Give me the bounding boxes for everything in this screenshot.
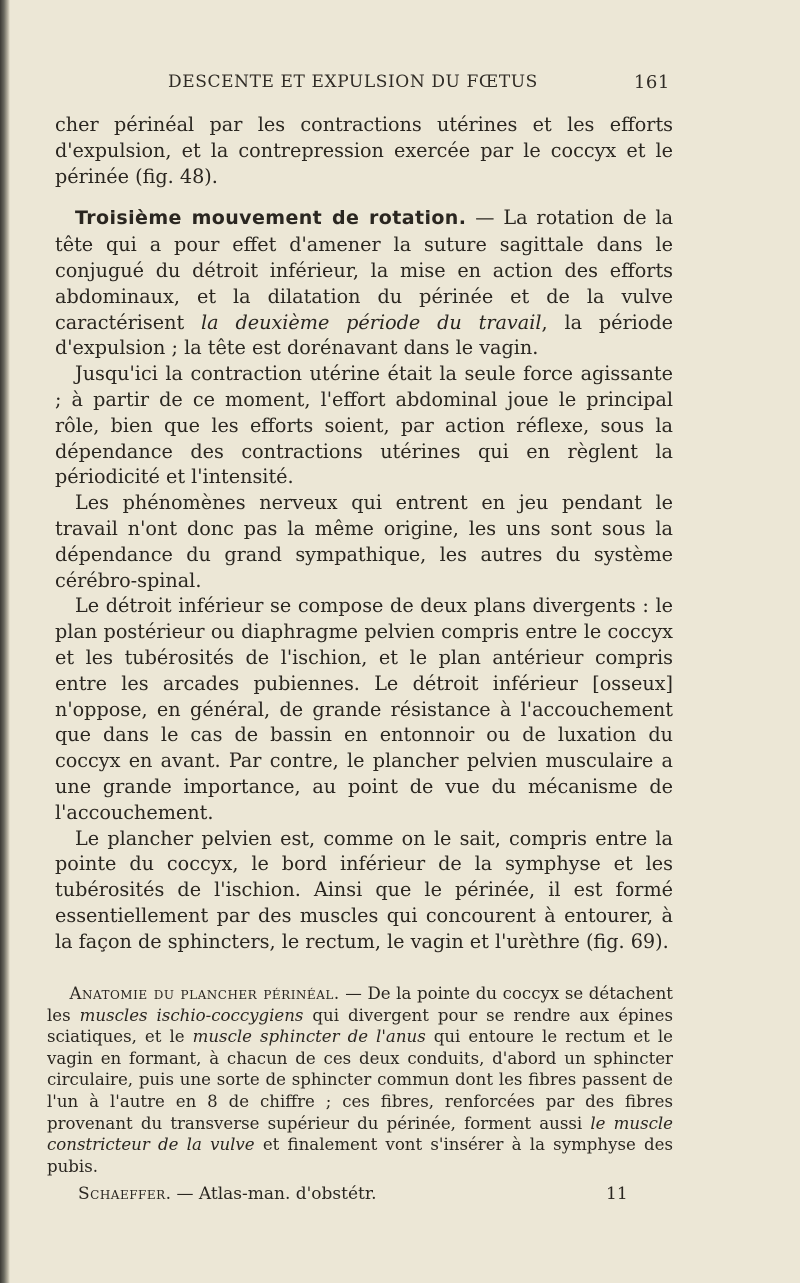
paragraph-third-rotation [55, 205, 673, 361]
footer-author: Schaeffer [78, 1184, 166, 1204]
anatomy-text: qui divergent pour se rendre aux épines sciatiques, et le [47, 1005, 673, 1047]
paragraph-pelvic-floor: Le plancher pelvien est, comme on le sait, compris entre la pointe du coccyx, le bord inférieur de la symphyse et les tubérosités de l'ischion. Ainsi que le périnée, il est formé essentiellement par des muscles qui concourent à entourer, à la façon de sphincters, le rectum, le vagin et l'urèthre (fig. 69). [55, 826, 673, 953]
paragraph-inferior-strait: Le détroit inférieur se compose de deux plans divergents : le plan postérieur ou diaphragme pelvien compris entre le coccyx et les tubérosités de l'ischion, et le plan antérieur compris entre les arcades pubiennes. Le détroit inférieur [osseux] n'oppose, en général, de grande résistance à l'accouchement que dans le cas de bassin en entonnoir ou de luxation du coccyx en avant. Par contre, le plancher pelvien musculaire a une grande importance, au point de vue du mécanisme de l'accouchement. [55, 594, 673, 824]
anatomy-emphasis: muscle sphincter de l'anus [192, 1027, 426, 1047]
anatomy-text: et finalement vont s'insérer à la symphyse des pubis. [47, 1135, 673, 1176]
heading-dash: — [466, 206, 504, 230]
anatomy-text: De la pointe du coccyx se détachent les [47, 984, 673, 1025]
anatomy-emphasis: muscles ischio-coccygiens [79, 1005, 304, 1025]
anatomy-heading: Anatomie du plancher périnéal. [69, 984, 340, 1003]
anatomy-paragraph [47, 983, 673, 1177]
footer-citation [78, 1184, 377, 1204]
section-heading: Troisième mouvement de rotation. [75, 207, 467, 230]
emphasis-text: la deuxième période du travail [201, 310, 542, 334]
paragraph-abdominal-effort: Jusqu'ici la contraction utérine était la seule force agissante ; à partir de ce moment, l'effort abdominal joue le principal rôle, bien que les efforts soient, par action réflexe, sous la dépendance des contractions utérines qui en règlent la périodicité et l'intensité. [55, 362, 673, 489]
anatomy-dash: — [339, 984, 368, 1003]
paragraph-continuation: cher périnéal par les contractions utérines et les efforts d'expulsion, et la contrepression exercée par le coccyx et le périnée (fig. 48). [55, 113, 673, 188]
paragraph-text: La rotation de la tête qui a pour effet d'amener la suture sagittale dans le conjugué du détroit inférieur, la mise en action des efforts abdominaux, et la dilatation du périnée et de la vulve caractérisent [55, 206, 674, 334]
paragraph-text: , la période d'expulsion ; la tête est dorénavant dans le vagin. [55, 310, 673, 360]
page-binding-edge [0, 0, 10, 1283]
running-title: DESCENTE ET EXPULSION DU FŒTUS [168, 72, 538, 92]
footer-title: . — Atlas-man. d'obstétr. [165, 1184, 377, 1204]
page-number: 161 [633, 72, 670, 93]
anatomy-note [47, 983, 673, 1177]
signature-mark: 11 [606, 1184, 628, 1204]
anatomy-emphasis: le muscle constricteur de la vulve [47, 1113, 674, 1155]
paragraph-nervous-phenomena: Les phénomènes nerveux qui entrent en jeu pendant le travail n'ont donc pas la même origine, les uns sont sous la dépendance du grand sympathique, les autres du système cérébro-spinal. [55, 491, 673, 592]
main-text [55, 112, 673, 955]
anatomy-text: qui entoure le rectum et le vagin en formant, à chacun de ces deux conduits, d'abord un sphincter circulaire, puis une sorte de sphincter commun dont les fibres passent de l'un à l'autre en 8 de chiffre ; ces fibres, renforcées par des fibres provenant du transverse supérieur du périnée, forment aussi [47, 1027, 674, 1133]
